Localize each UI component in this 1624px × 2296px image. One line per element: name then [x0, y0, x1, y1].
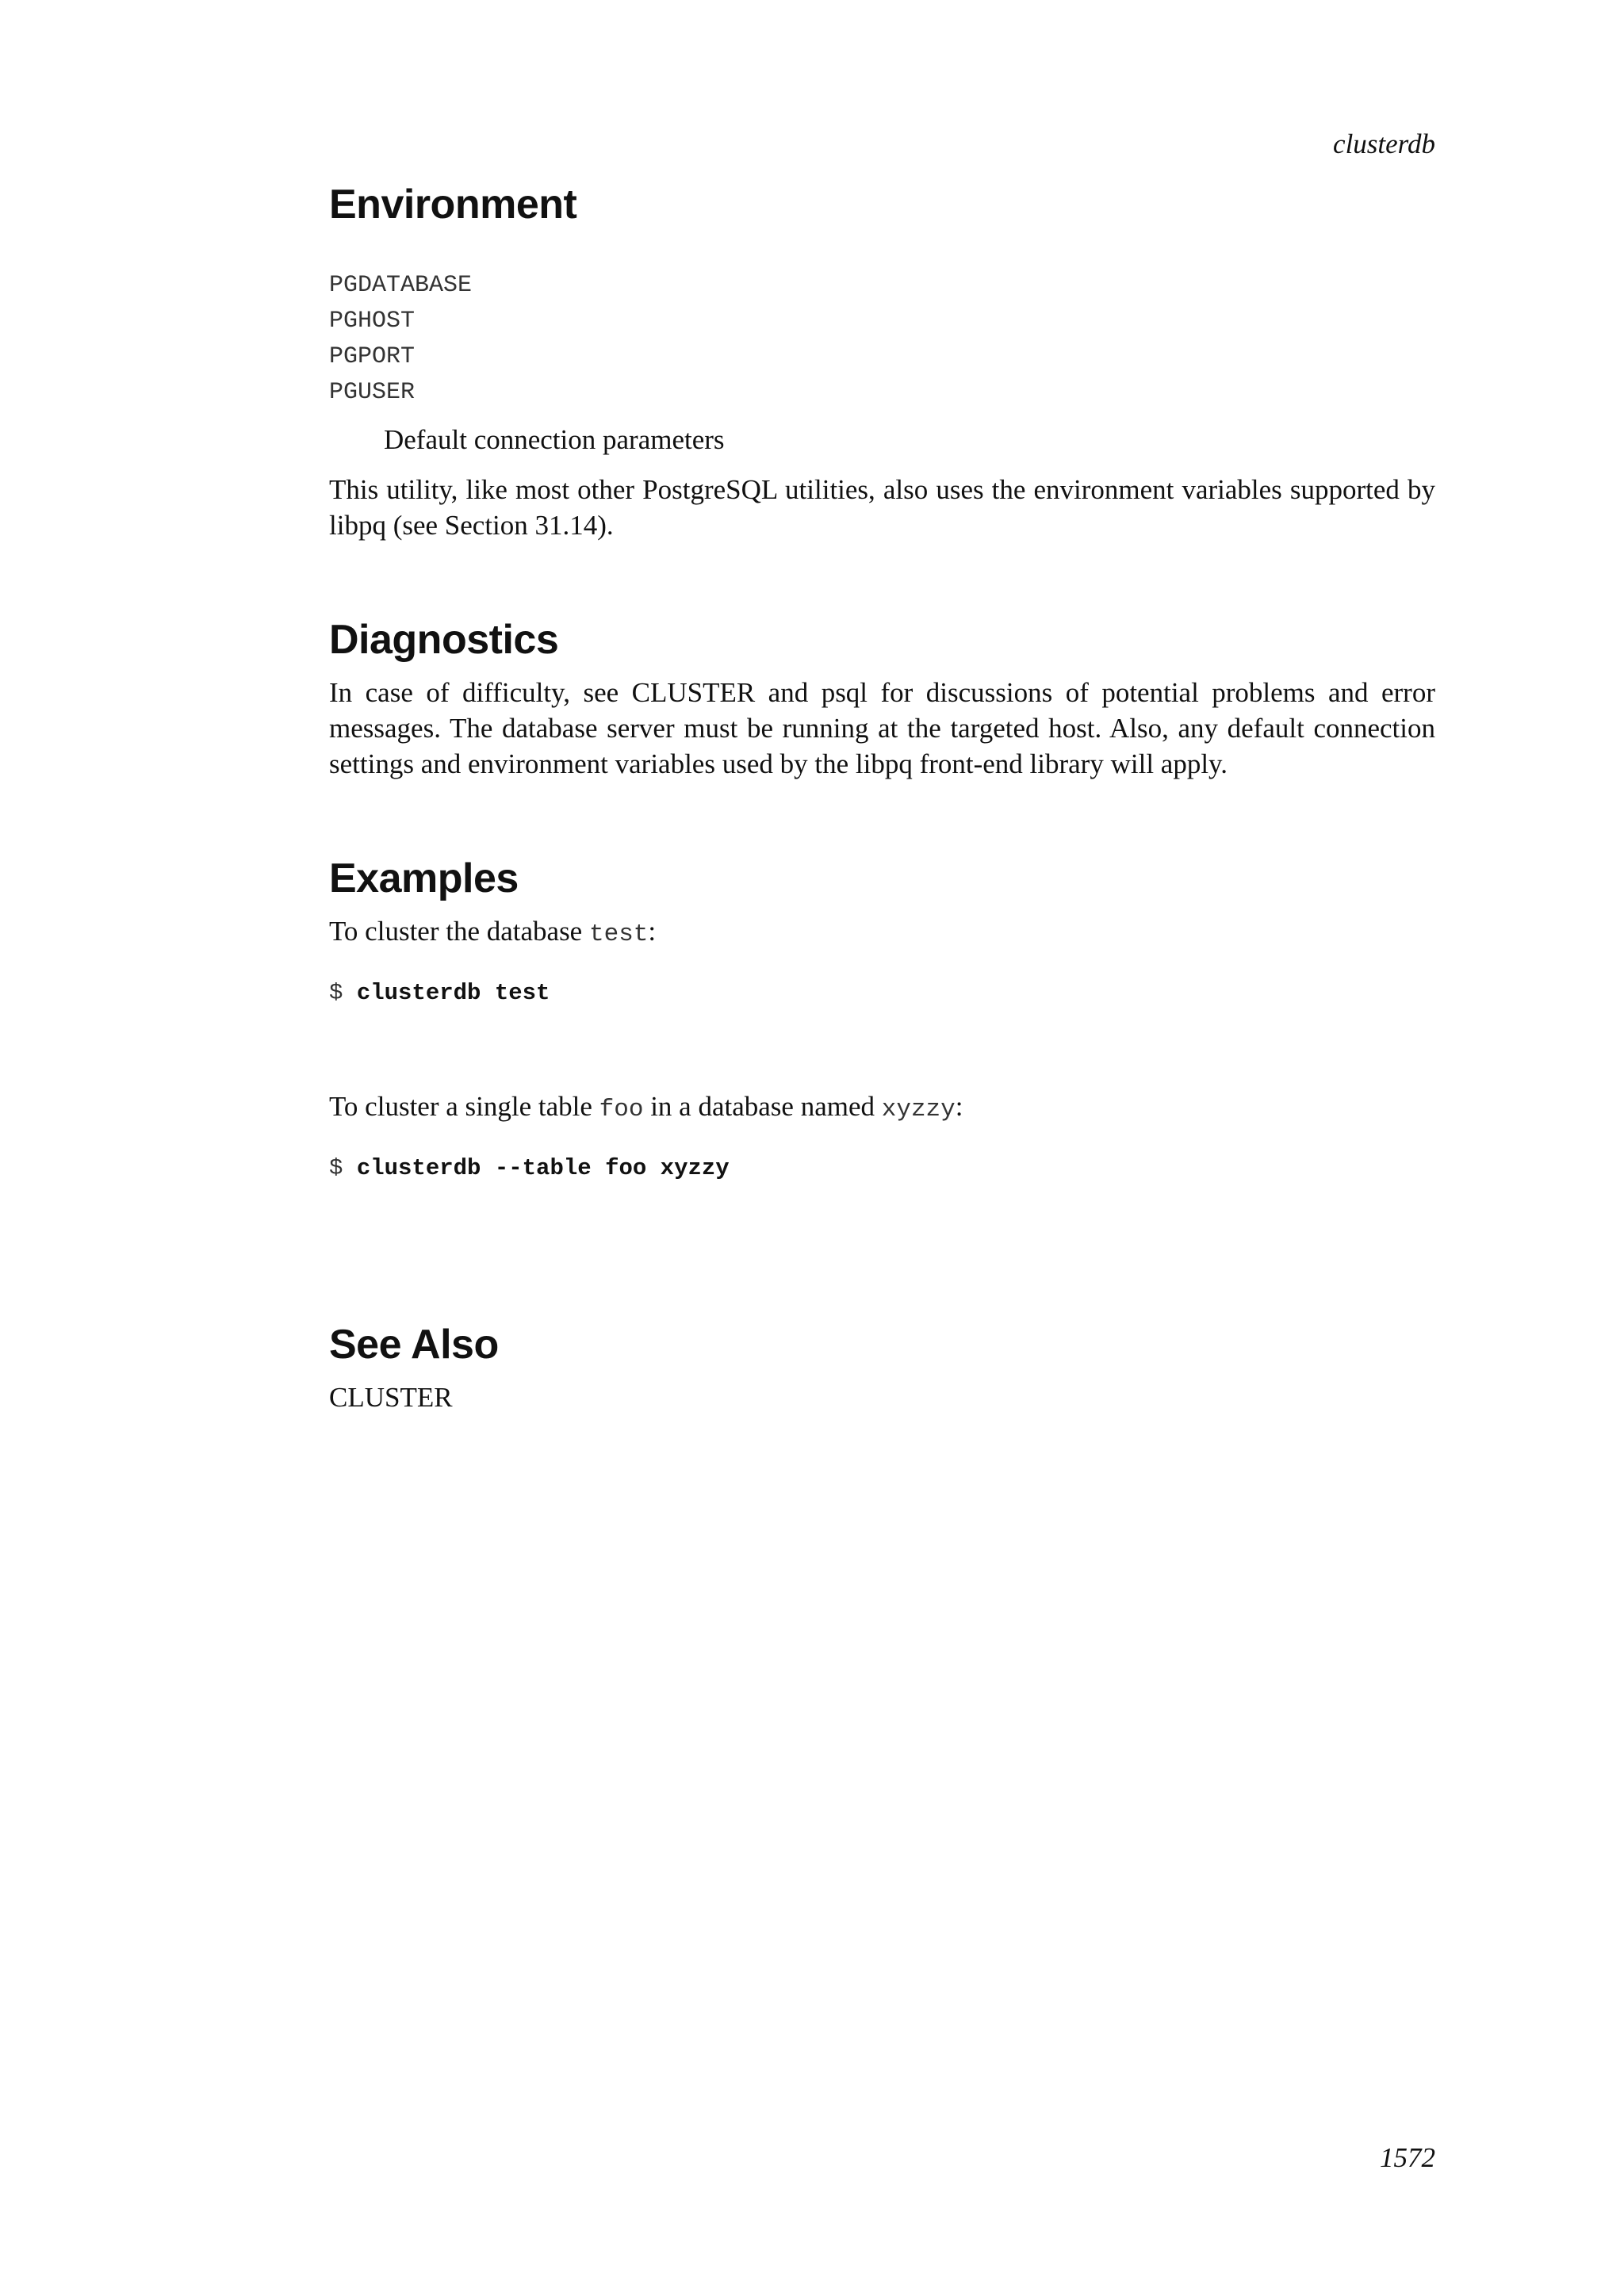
environment-section [329, 179, 1435, 543]
env-var-pgport: PGPORT [329, 343, 416, 370]
examples-heading: Examples [329, 855, 519, 901]
page-number: 1572 [1380, 2142, 1435, 2173]
environment-variable-list [329, 268, 1435, 411]
env-var-pguser: PGUSER [329, 379, 416, 406]
see-also-section [329, 1319, 1435, 1415]
example-1-command-line [329, 978, 1435, 1009]
running-header: clusterdb [1333, 128, 1435, 159]
example-2-db-name: xyzzy [881, 1096, 956, 1123]
example-2-intro-colon: : [955, 1091, 963, 1122]
diagnostics-heading: Diagnostics [329, 617, 559, 663]
env-var-pghost: PGHOST [329, 308, 416, 335]
example-2-intro [329, 1089, 1435, 1127]
example-1-db-name: test [588, 920, 649, 948]
shell-prompt: $ [329, 980, 343, 1006]
diagnostics-section [329, 614, 1435, 782]
example-2-intro-middle: in a database named [643, 1091, 882, 1122]
examples-section [329, 853, 1435, 1184]
example-1-intro-text: To cluster the database [329, 916, 589, 947]
example-1-intro-colon: : [648, 916, 657, 947]
env-vars-description: Default connection parameters [384, 424, 725, 455]
diagnostics-text: In case of difficulty, see CLUSTER and psql for discussions of potential problems and error messages. The database server must be running at the targeted host. Also, any default connection settings and environment variables used by the libpq front-end library will apply. [329, 677, 1435, 779]
env-var-pgdatabase: PGDATABASE [329, 272, 473, 299]
example-1-intro [329, 913, 1435, 952]
example-2-table-name: foo [599, 1096, 644, 1123]
environment-note: This utility, like most other PostgreSQL utilities, also uses the environment variables supported by libpq (see Section 31.14). [329, 474, 1435, 541]
shell-prompt: $ [329, 1155, 343, 1181]
main-content [329, 179, 1435, 1415]
see-also-cluster-link[interactable]: CLUSTER [329, 1382, 453, 1413]
example-2-command: clusterdb --table foo xyzzy [356, 1155, 730, 1181]
example-2-intro-text: To cluster a single table [329, 1091, 599, 1122]
example-2-command-line [329, 1153, 1435, 1184]
example-1-command: clusterdb test [356, 980, 550, 1006]
environment-heading: Environment [329, 182, 577, 228]
see-also-heading: See Also [329, 1322, 499, 1368]
